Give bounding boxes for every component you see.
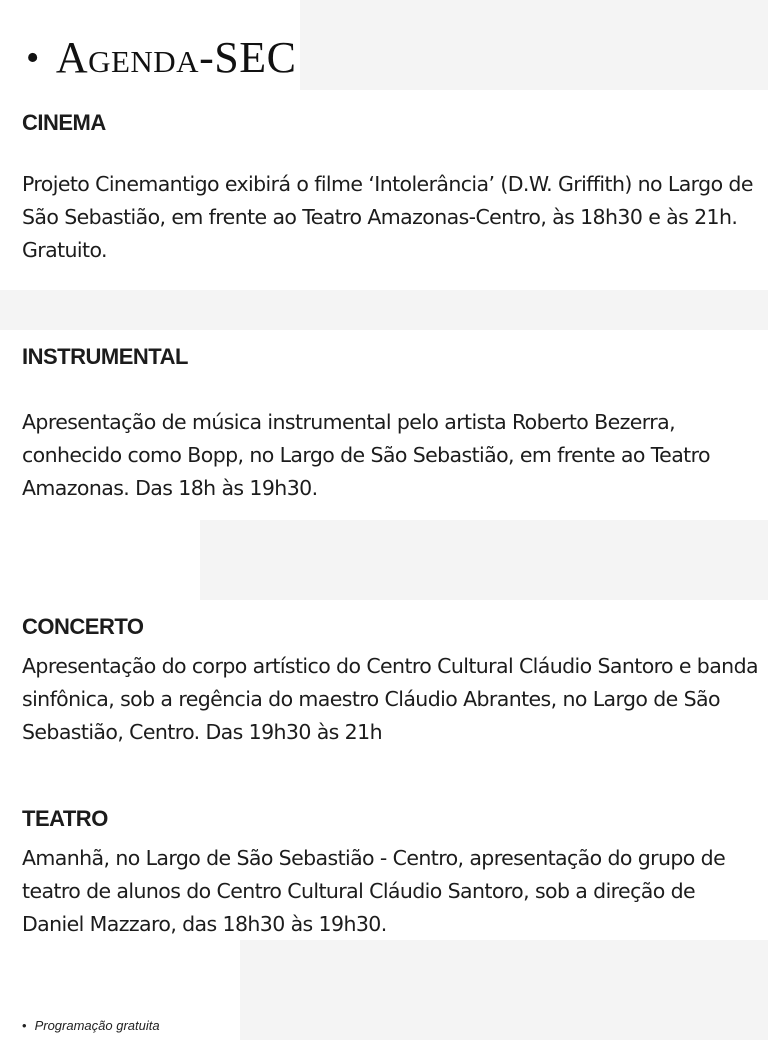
scan-tone: [300, 0, 768, 90]
masthead: [26, 28, 296, 88]
section-heading-cinema: CINEMA: [22, 110, 106, 135]
section-body-teatro: Amanhã, no Largo de São Sebastião - Centro, apresentação do grupo de teatro de alunos do Centro Cultural Cláudio Santoro, sob a direção de Daniel Mazzaro, das 18h30 às 19h30.: [22, 846, 726, 936]
footnote: [22, 1018, 160, 1033]
section-heading-concerto: CONCERTO: [22, 614, 144, 639]
footnote-marker: •: [22, 1018, 27, 1033]
masthead-title: Agenda-SEC: [55, 33, 297, 82]
section-heading-teatro: TEATRO: [22, 806, 108, 831]
section-body-concerto: Apresentação do corpo artístico do Centro Cultural Cláudio Santoro e banda sinfônica, sob a regência do maestro Cláudio Abrantes, no Largo de São Sebastião, Centro. Das 19h30 às 21h: [22, 654, 758, 744]
scan-tone: [0, 290, 768, 330]
scan-tone: [240, 940, 768, 1040]
section-body-cinema: Projeto Cinemantigo exibirá o filme ‘Intolerância’ (D.W. Griffith) no Largo de São Sebastião, em frente ao Teatro Amazonas-Centro, às 18h30 e às 21h. Gratuito.: [22, 172, 753, 262]
scan-tone: [200, 520, 768, 600]
section-body-instrumental: Apresentação de música instrumental pelo artista Roberto Bezerra, conhecido como Bopp, no Largo de São Sebastião, em frente ao Teatro Amazonas. Das 18h às 19h30.: [22, 410, 710, 500]
masthead-bullet: •: [26, 37, 40, 79]
footnote-text: Programação gratuita: [34, 1018, 160, 1033]
section-heading-instrumental: INSTRUMENTAL: [22, 344, 188, 369]
